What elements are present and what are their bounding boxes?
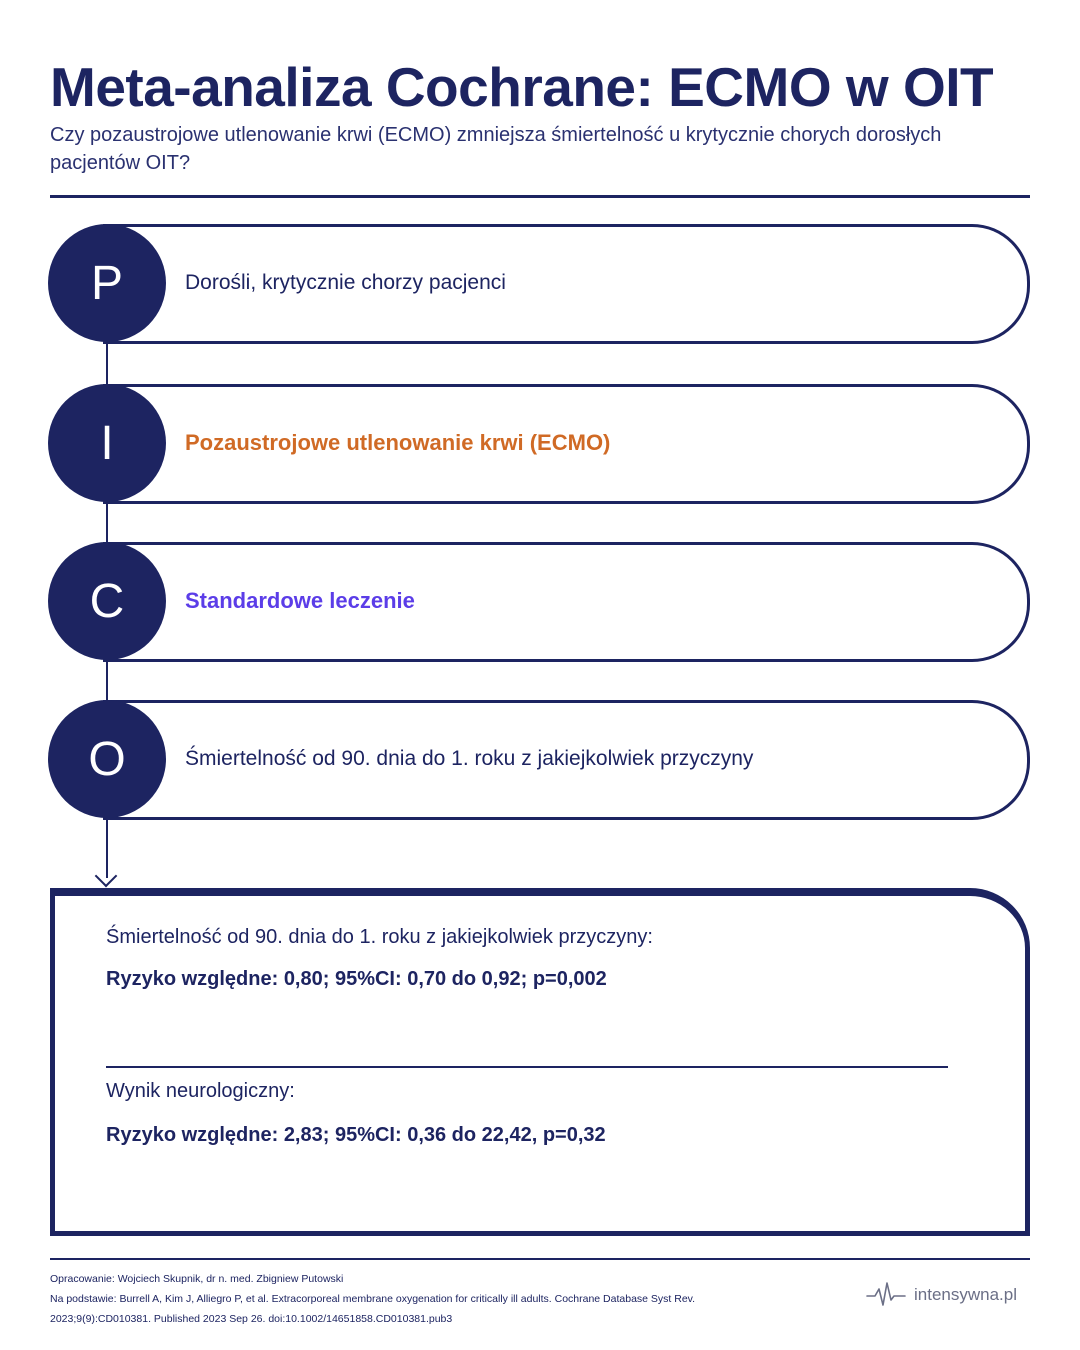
pico-text-outcome: Śmiertelność od 90. dnia do 1. roku z jakiejkolwiek przyczyny <box>185 747 754 770</box>
footer-source-line1: Na podstawie: Burrell A, Kim J, Alliegro P, et al. Extracorporeal membrane oxygenation for critically ill adults. Cochrane Database Syst Rev. <box>50 1293 696 1305</box>
arrow-down-icon <box>95 865 118 888</box>
page-subtitle: Czy pozaustrojowe utlenowanie krwi (ECMO) zmniejsza śmiertelność u krytycznie chorych dorosłych pacjentów OIT? <box>50 124 942 174</box>
pico-text-population: Dorośli, krytycznie chorzy pacjenci <box>185 271 506 294</box>
footer-credits <box>50 1269 810 1329</box>
heartbeat-wave-icon <box>866 1280 906 1310</box>
mortality-label: Śmiertelność od 90. dnia do 1. roku z jakiejkolwiek przyczyny: <box>106 926 653 948</box>
pico-letter-circle: C <box>48 542 166 660</box>
mortality-value: Ryzyko względne: 0,80; 95%CI: 0,70 do 0,92; p=0,002 <box>106 968 607 990</box>
pico-letter-circle: O <box>48 700 166 818</box>
footer-source-line2: 2023;9(9):CD010381. Published 2023 Sep 26. doi:10.1002/14651858.CD010381.pub3 <box>50 1313 453 1325</box>
pico-text-comparison: Standardowe leczenie <box>185 588 415 613</box>
results-divider <box>106 1066 948 1068</box>
pico-row-intervention <box>48 384 1030 504</box>
pico-row-population <box>48 224 1030 344</box>
pico-row-comparison <box>48 542 1030 662</box>
pico-letter-circle: P <box>48 224 166 342</box>
pico-text-intervention: Pozaustrojowe utlenowanie krwi (ECMO) <box>185 430 611 455</box>
pico-letter-circle: I <box>48 384 166 502</box>
footer-divider <box>50 1258 1030 1260</box>
brand-name: intensywna.pl <box>914 1285 1018 1304</box>
page-title: Meta-analiza Cochrane: ECMO w OIT <box>50 56 994 118</box>
pico-row-outcome <box>48 700 1030 820</box>
header-divider <box>50 195 1030 198</box>
footer-authors: Opracowanie: Wojciech Skupnik, dr n. med. Zbigniew Putowski <box>50 1273 344 1285</box>
results-panel <box>50 888 1030 1236</box>
neuro-label: Wynik neurologiczny: <box>106 1080 295 1102</box>
brand-logo <box>866 1280 1017 1310</box>
neuro-value: Ryzyko względne: 2,83; 95%CI: 0,36 do 22,42, p=0,32 <box>106 1124 606 1146</box>
